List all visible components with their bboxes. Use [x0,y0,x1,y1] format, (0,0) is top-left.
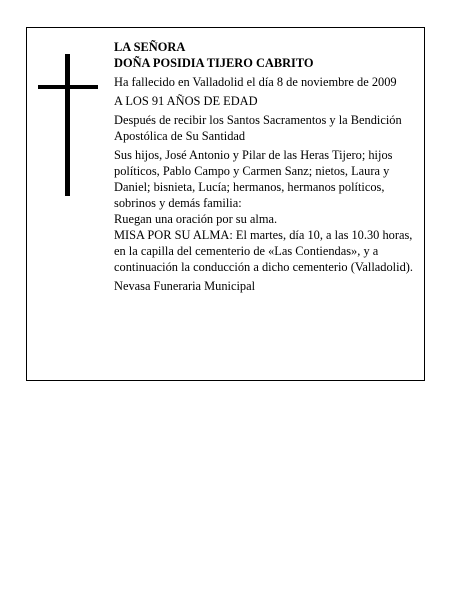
funeral-home: Nevasa Funeraria Municipal [114,279,256,293]
family-list: Sus hijos, José Antonio y Pilar de las Heras Tijero; hijos políticos, Pablo Campo y Carmen Sanz; nietos, Laura y Daniel; bisnieta, Lucía; hermanos, hermanos políticos, sobrinos y demás familia: [114,148,393,210]
sacraments-statement: Después de recibir los Santos Sacramentos y la Bendición Apostólica de Su Santidad [114,113,402,143]
cross-horizontal-bar [38,85,98,89]
mass-details: MISA POR SU ALMA: El martes, día 10, a las 10.30 horas, en la capilla del cementerio de «Las Contiendas», y a continuación la conducción a dicho cementerio (Valladolid). [114,228,413,274]
notice-title: LA SEÑORA [114,40,186,54]
latin-cross-icon [38,54,98,196]
cross-vertical-bar [65,54,70,196]
prayer-request: Ruegan una oración por su alma. [114,212,278,226]
age-statement: A LOS 91 AÑOS DE EDAD [114,94,258,108]
obituary-text [114,39,420,294]
death-statement: Ha fallecido en Valladolid el día 8 de noviembre de 2009 [114,75,397,89]
deceased-name: DOÑA POSIDIA TIJERO CABRITO [114,56,314,70]
